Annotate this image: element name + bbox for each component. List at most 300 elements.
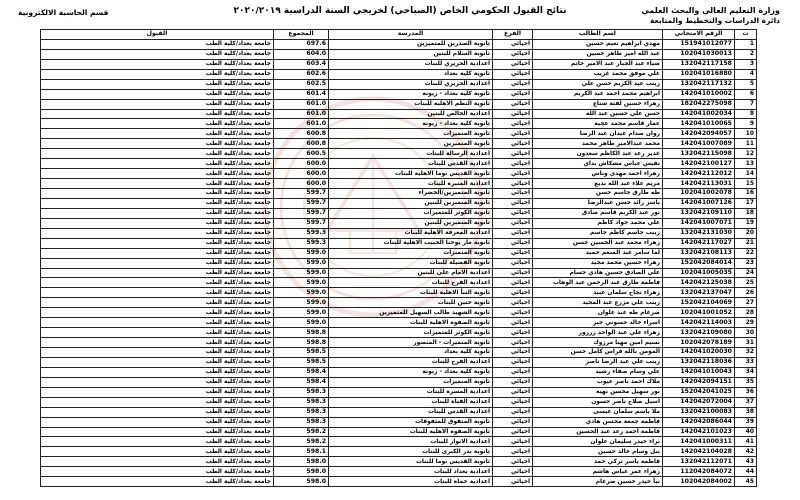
total-score-cell: 599.7	[274, 218, 329, 228]
admission-cell: جامعة بغداد/كلية الطب	[41, 39, 274, 49]
school-cell: اعدادية الرسالة للبنات	[329, 149, 493, 159]
student-name-cell: علي وسام صفاء رشيد	[533, 367, 663, 377]
total-score-cell: 600.8	[274, 139, 329, 149]
student-name-cell: علي محمد جواد كاظم	[533, 218, 663, 228]
school-cell: اعدادية المنيرة للبنات	[329, 179, 493, 189]
exam-number-cell: 142042101023	[663, 427, 735, 437]
branch-cell: احيائي	[493, 407, 533, 417]
exam-number-cell: 132042115098	[663, 149, 735, 159]
total-score-cell: 599.0	[274, 298, 329, 308]
admission-cell: جامعة بغداد/كلية الطب	[41, 79, 274, 89]
admission-cell: جامعة بغداد/كلية الطب	[41, 377, 274, 387]
school-cell: ثانوية كلية بغداد - زيونة	[329, 367, 493, 377]
seq-cell: 45	[735, 477, 757, 487]
exam-number-cell: 132042137047	[663, 288, 735, 298]
seq-cell: 25	[735, 278, 757, 288]
admission-cell: جامعة بغداد/كلية الطب	[41, 298, 274, 308]
admission-cell: جامعة بغداد/كلية الطب	[41, 397, 274, 407]
student-name-cell: لما سامر عبد المنعم حميد	[533, 248, 663, 258]
total-score-cell: 598.4	[274, 377, 329, 387]
student-name-cell: ابراهيم محمد احمد عبد الكريم	[533, 89, 663, 99]
student-name-cell: زهراء نجاح سلمان عبيد	[533, 288, 663, 298]
branch-cell: احيائي	[493, 89, 533, 99]
table-row	[41, 169, 757, 179]
table-row	[41, 397, 757, 407]
admission-cell: جامعة بغداد/كلية الطب	[41, 268, 274, 278]
seq-cell: 6	[735, 89, 757, 99]
school-cell: اعدادية الفرح للبنات	[329, 357, 493, 367]
branch-cell: احيائي	[493, 427, 533, 437]
admission-cell: جامعة بغداد/كلية الطب	[41, 348, 274, 358]
admission-cell: جامعة بغداد/كلية الطب	[41, 288, 274, 298]
total-score-cell: 599.3	[274, 228, 329, 238]
total-score-cell: 602.6	[274, 69, 329, 79]
school-cell: اعدادية القدس للبنات	[329, 159, 493, 169]
exam-number-cell: 142042094057	[663, 129, 735, 139]
school-cell: ثانوية بدر الكبرى للبنات	[329, 447, 493, 457]
student-name-cell: اسراء خالد حسوني جبر	[533, 318, 663, 328]
school-cell: اعدادية الخالص للبنين	[329, 109, 493, 119]
table-row	[41, 208, 757, 218]
table-row	[41, 427, 757, 437]
branch-cell: احيائي	[493, 119, 533, 129]
school-cell: ثانوية المتميزات	[329, 377, 493, 387]
table-header-row	[41, 30, 757, 40]
total-score-cell: 598.3	[274, 417, 329, 427]
branch-cell: احيائي	[493, 348, 533, 358]
seq-cell: 22	[735, 248, 757, 258]
total-score-cell: 599.0	[274, 258, 329, 268]
student-name-cell: زهراء حسين محمد مجيد	[533, 258, 663, 268]
seq-cell: 37	[735, 397, 757, 407]
table-row	[41, 338, 757, 348]
branch-cell: احيائي	[493, 149, 533, 159]
exam-number-cell: 102042084002	[663, 477, 735, 487]
student-name-cell: زينب علي مزرع عبد المجيد	[533, 298, 663, 308]
table-body	[41, 39, 757, 486]
seq-cell: 9	[735, 119, 757, 129]
seq-cell: 29	[735, 318, 757, 328]
admission-cell: جامعة بغداد/كلية الطب	[41, 387, 274, 397]
school-cell: ثانوية المتفوق للمتفوقات	[329, 417, 493, 427]
table-row	[41, 189, 757, 199]
total-score-cell: 599.7	[274, 189, 329, 199]
branch-cell: احيائي	[493, 228, 533, 238]
seq-cell: 44	[735, 467, 757, 477]
seq-cell: 7	[735, 99, 757, 109]
table-row	[41, 39, 757, 49]
seq-cell: 38	[735, 407, 757, 417]
seq-cell: 1	[735, 39, 757, 49]
branch-cell: احيائي	[493, 99, 533, 109]
table-row	[41, 89, 757, 99]
exam-number-cell: 142042086044	[663, 417, 735, 427]
student-name-cell: المؤمن بالله فراس كامل حسن	[533, 348, 663, 358]
student-name-cell: زهراء احمد مهدي وناس	[533, 169, 663, 179]
student-name-cell: نسيم امين مهنا مرزوك	[533, 338, 663, 348]
exam-number-cell: 142042104028	[663, 447, 735, 457]
branch-cell: احيائي	[493, 437, 533, 447]
exam-number-cell: 102041030013	[663, 49, 735, 59]
total-score-cell: 598.4	[274, 367, 329, 377]
school-cell: اعدادية الامام علي للبنين	[329, 268, 493, 278]
table-row	[41, 387, 757, 397]
admission-cell: جامعة بغداد/كلية الطب	[41, 189, 274, 199]
table-row	[41, 288, 757, 298]
table-row	[41, 447, 757, 457]
branch-cell: احيائي	[493, 318, 533, 328]
admission-cell: جامعة بغداد/كلية الطب	[41, 258, 274, 268]
exam-number-cell: 132042117132	[663, 79, 735, 89]
exam-number-cell: 132042117158	[663, 59, 735, 69]
table-row	[41, 119, 757, 129]
table-row	[41, 407, 757, 417]
seq-cell: 30	[735, 328, 757, 338]
student-name-cell: مريم علاء عبد الله بديع	[533, 179, 663, 189]
directorate-name: دائرة الدراسات والتخطيط والمتابعة	[650, 16, 780, 25]
branch-cell: احيائي	[493, 129, 533, 139]
admission-cell: جامعة بغداد/كلية الطب	[41, 109, 274, 119]
admission-cell: جامعة بغداد/كلية الطب	[41, 308, 274, 318]
seq-cell: 27	[735, 298, 757, 308]
seq-cell: 28	[735, 308, 757, 318]
total-score-cell: 598.8	[274, 338, 329, 348]
exam-number-cell: 142041020030	[663, 348, 735, 358]
table-row	[41, 367, 757, 377]
results-table	[40, 29, 757, 487]
school-cell: ثانوية الكوثر للمتميزات	[329, 208, 493, 218]
total-score-cell: 598.0	[274, 457, 329, 467]
seq-cell: 18	[735, 208, 757, 218]
branch-cell: احيائي	[493, 39, 533, 49]
total-score-cell: 599.0	[274, 288, 329, 298]
seq-cell: 4	[735, 69, 757, 79]
seq-cell: 35	[735, 377, 757, 387]
table-row	[41, 218, 757, 228]
student-name-cell: زهراء عمر عباس هاشم	[533, 467, 663, 477]
branch-cell: احيائي	[493, 198, 533, 208]
table-row	[41, 357, 757, 367]
school-cell: اعدادية الانوار للبنات	[329, 437, 493, 447]
exam-number-cell: 102041005035	[663, 268, 735, 278]
student-name-cell: زينب علي عبد الرضا ناصر	[533, 357, 663, 367]
branch-cell: احيائي	[493, 387, 533, 397]
branch-cell: احيائي	[493, 69, 533, 79]
branch-cell: احيائي	[493, 278, 533, 288]
school-cell: ثانوية السلام للبنين	[329, 49, 493, 59]
student-name-cell: ضرغام طه عبد علوان	[533, 308, 663, 318]
total-score-cell: 600.0	[274, 159, 329, 169]
school-cell: ثانوية الشهيد طالب السهيل للمتميزين	[329, 308, 493, 318]
total-score-cell: 599.0	[274, 278, 329, 288]
table-row	[41, 198, 757, 208]
document-title: نتائج القبول الحكومي الخاص (الصباحي) لخريجي السنة الدراسية ٢٠٢٠/٢٠١٩	[233, 6, 567, 16]
admission-cell: جامعة بغداد/كلية الطب	[41, 248, 274, 258]
table-row	[41, 308, 757, 318]
admission-cell: جامعة بغداد/كلية الطب	[41, 218, 274, 228]
branch-cell: احيائي	[493, 288, 533, 298]
branch-cell: احيائي	[493, 208, 533, 218]
total-score-cell: 598.2	[274, 427, 329, 437]
table-row	[41, 417, 757, 427]
table-row	[41, 437, 757, 447]
branch-cell: احيائي	[493, 189, 533, 199]
exam-number-cell: 142041010043	[663, 367, 735, 377]
total-score-cell: 601.0	[274, 119, 329, 129]
student-name-cell: ياسر رائد حسن عبدالرضا	[533, 198, 663, 208]
school-cell: اعدادية المسرة للبنات	[329, 387, 493, 397]
student-name-cell: زينب جاسم كاظم جاسم	[533, 228, 663, 238]
student-name-cell: طه طارق جاسم حسن	[533, 189, 663, 199]
branch-cell: احيائي	[493, 467, 533, 477]
branch-cell: احيائي	[493, 258, 533, 268]
table-row	[41, 79, 757, 89]
total-score-cell: 604.0	[274, 49, 329, 59]
seq-cell: 33	[735, 357, 757, 367]
seq-cell: 34	[735, 367, 757, 377]
admission-cell: جامعة بغداد/كلية الطب	[41, 417, 274, 427]
exam-number-cell: 142041007071	[663, 218, 735, 228]
exam-number-cell: 142041007089	[663, 139, 735, 149]
exam-number-cell: 142042072004	[663, 397, 735, 407]
exam-number-cell: 132042108113	[663, 248, 735, 258]
student-name-cell: علي موفق محمد غريب	[533, 69, 663, 79]
branch-cell: احيائي	[493, 109, 533, 119]
table-row	[41, 278, 757, 288]
exam-number-cell: 142041000311	[663, 437, 735, 447]
student-name-cell: نبل وسام خالد حسين	[533, 447, 663, 457]
branch-cell: احيائي	[493, 248, 533, 258]
seq-cell: 19	[735, 218, 757, 228]
total-score-cell: 598.0	[274, 477, 329, 487]
exam-number-cell: 142041002034	[663, 109, 735, 119]
table-row	[41, 467, 757, 477]
column-header-total: المجموع	[274, 30, 329, 40]
exam-number-cell: 132042109080	[663, 328, 735, 338]
exam-number-cell: 102042078189	[663, 338, 735, 348]
student-name-cell: فاطمة جمعة محسن هادي	[533, 417, 663, 427]
school-cell: اعدادية القدس للبنات	[329, 407, 493, 417]
student-name-cell: غدير رعد عبد الكاظم سعدون	[533, 149, 663, 159]
branch-cell: احيائي	[493, 328, 533, 338]
total-score-cell: 598.2	[274, 437, 329, 447]
school-cell: اعدادية المعرفة الاهلية للبنات	[329, 228, 493, 238]
total-score-cell: 598.0	[274, 467, 329, 477]
exam-number-cell: 142042100127	[663, 159, 735, 169]
branch-cell: احيائي	[493, 59, 533, 69]
branch-cell: احيائي	[493, 308, 533, 318]
branch-cell: احيائي	[493, 447, 533, 457]
student-name-cell: ملاك احمد ناصر عيوب	[533, 377, 663, 387]
exam-number-cell: 142042112012	[663, 169, 735, 179]
admission-cell: جامعة بغداد/كلية الطب	[41, 228, 274, 238]
branch-cell: احيائي	[493, 179, 533, 189]
exam-number-cell: 132042100083	[663, 407, 735, 417]
seq-cell: 43	[735, 457, 757, 467]
school-cell: اعدادية بغداد للبنات	[329, 467, 493, 477]
exam-number-cell: 152042041025	[663, 387, 735, 397]
student-name-cell: ضياء عبد الجبار عبد الامير حاتم	[533, 59, 663, 69]
admission-cell: جامعة بغداد/كلية الطب	[41, 367, 274, 377]
total-score-cell: 599.7	[274, 208, 329, 218]
admission-cell: جامعة بغداد/كلية الطب	[41, 198, 274, 208]
branch-cell: احيائي	[493, 169, 533, 179]
seq-cell: 10	[735, 129, 757, 139]
ministry-name: وزارة التعليم العالي والبحث العلمي	[641, 6, 780, 15]
admission-cell: جامعة بغداد/كلية الطب	[41, 99, 274, 109]
table-row	[41, 457, 757, 467]
table-row	[41, 59, 757, 69]
exam-number-cell: 132042131030	[663, 228, 735, 238]
student-name-cell: فاطمة طارق عبد الرحمن عبد الوهاب	[533, 278, 663, 288]
table-row	[41, 328, 757, 338]
seq-cell: 36	[735, 387, 757, 397]
table-row	[41, 377, 757, 387]
total-score-cell: 598.3	[274, 397, 329, 407]
exam-number-cell: 142042113031	[663, 179, 735, 189]
exam-number-cell: 102041001052	[663, 308, 735, 318]
student-name-cell: براء حيدر سليمان علوان	[533, 437, 663, 447]
admission-cell: جامعة بغداد/كلية الطب	[41, 119, 274, 129]
table-row	[41, 159, 757, 169]
total-score-cell: 598.1	[274, 447, 329, 457]
seq-cell: 17	[735, 198, 757, 208]
school-cell: ثانوية القديس توما الاهلية للبنات	[329, 169, 493, 179]
seq-cell: 32	[735, 348, 757, 358]
school-cell: اعدادية حماة للبنات	[329, 477, 493, 487]
student-name-cell: روان صدام عبدان عبد الرضا	[533, 129, 663, 139]
total-score-cell: 598.8	[274, 328, 329, 338]
school-cell: ثانوية النظم الاهلية للبنات	[329, 99, 493, 109]
student-name-cell: محمد عبدالامير طاهر محمد	[533, 139, 663, 149]
school-cell: ثانوية الفضيلة للبنات	[329, 258, 493, 268]
total-score-cell: 599.0	[274, 318, 329, 328]
total-score-cell: 602.5	[274, 79, 329, 89]
exam-number-cell: 142041010002	[663, 89, 735, 99]
total-score-cell: 598.5	[274, 357, 329, 367]
school-cell: ثانوية كلية بغداد - زيونة	[329, 119, 493, 129]
admission-cell: جامعة بغداد/كلية الطب	[41, 357, 274, 367]
branch-cell: احيائي	[493, 238, 533, 248]
total-score-cell: 600.0	[274, 179, 329, 189]
school-cell: ثانوية مار يوحنا الحبيب الاهلية للبنات	[329, 238, 493, 248]
seq-cell: 31	[735, 338, 757, 348]
school-cell: ثانوية المتميزات	[329, 248, 493, 258]
branch-cell: احيائي	[493, 397, 533, 407]
school-cell: ثانوية المتميزين	[329, 139, 493, 149]
admission-cell: جامعة بغداد/كلية الطب	[41, 149, 274, 159]
table-row	[41, 69, 757, 79]
exam-number-cell: 142042094151	[663, 377, 735, 387]
seq-cell: 41	[735, 437, 757, 447]
seq-cell: 42	[735, 447, 757, 457]
table-row	[41, 139, 757, 149]
exam-number-cell: 142042117027	[663, 238, 735, 248]
school-cell: اعدادية الفرح للبنات	[329, 278, 493, 288]
student-name-cell: عمار قاسم محمد عجيه	[533, 119, 663, 129]
branch-cell: احيائي	[493, 367, 533, 377]
branch-cell: احيائي	[493, 159, 533, 169]
admission-cell: جامعة بغداد/كلية الطب	[41, 447, 274, 457]
exam-number-cell: 142041010065	[663, 119, 735, 129]
exam-number-cell: 142042114003	[663, 318, 735, 328]
student-name-cell: علي الصادق حسين هادي جسام	[533, 268, 663, 278]
total-score-cell: 599.0	[274, 268, 329, 278]
exam-number-cell: 182042275098	[663, 99, 735, 109]
admission-cell: جامعة بغداد/كلية الطب	[41, 129, 274, 139]
student-name-cell: نبأ حيدر حسين ضرغام	[533, 477, 663, 487]
seq-cell: 11	[735, 139, 757, 149]
total-score-cell: 601.0	[274, 109, 329, 119]
table-row	[41, 348, 757, 358]
seq-cell: 12	[735, 149, 757, 159]
branch-cell: احيائي	[493, 218, 533, 228]
admission-cell: جامعة بغداد/كلية الطب	[41, 318, 274, 328]
admission-cell: جامعة بغداد/كلية الطب	[41, 467, 274, 477]
exam-number-cell: 142041007126	[663, 198, 735, 208]
exam-number-cell: 132042118036	[663, 357, 735, 367]
exam-number-cell: 151941012077	[663, 39, 735, 49]
table-row	[41, 238, 757, 248]
total-score-cell: 600.8	[274, 129, 329, 139]
branch-cell: احيائي	[493, 49, 533, 59]
student-name-cell: اسيل صلاح ناصر حسون	[533, 397, 663, 407]
total-score-cell: 697.6	[274, 39, 329, 49]
admission-cell: جامعة بغداد/كلية الطب	[41, 338, 274, 348]
student-name-cell: مهدي ابراهيم نعيم حسين	[533, 39, 663, 49]
admission-cell: جامعة بغداد/كلية الطب	[41, 49, 274, 59]
admission-cell: جامعة بغداد/كلية الطب	[41, 179, 274, 189]
seq-cell: 20	[735, 228, 757, 238]
admission-cell: جامعة بغداد/كلية الطب	[41, 169, 274, 179]
column-header-name: اسم الطالب	[533, 30, 663, 40]
school-cell: ثانوية الصفوة الاهلية للبنات	[329, 318, 493, 328]
student-name-cell: فاطمة احمد رعد عبد الحسين	[533, 427, 663, 437]
school-cell: اعدادية الحريري للبنات	[329, 59, 493, 69]
admission-cell: جامعة بغداد/كلية الطب	[41, 89, 274, 99]
total-score-cell: 600.5	[274, 149, 329, 159]
school-cell: ثانوية حنين للبنات	[329, 298, 493, 308]
total-score-cell: 601.0	[274, 99, 329, 109]
branch-cell: احيائي	[493, 477, 533, 487]
total-score-cell: 599.7	[274, 198, 329, 208]
student-name-cell: فاطمة ياسر تركي حمد	[533, 457, 663, 467]
exam-number-cell: 152042084014	[663, 258, 735, 268]
total-score-cell: 600.0	[274, 169, 329, 179]
table-row	[41, 109, 757, 119]
exam-number-cell: 112042084072	[663, 467, 735, 477]
column-header-seq: ت	[735, 30, 757, 40]
branch-cell: احيائي	[493, 139, 533, 149]
school-cell: ثانوية الصفوة الاهلية للبنات	[329, 427, 493, 437]
student-name-cell: ملا باسم سلمان عيسى	[533, 407, 663, 417]
admission-cell: جامعة بغداد/كلية الطب	[41, 208, 274, 218]
column-header-exam-no: الرقم الامتحاني	[663, 30, 735, 40]
exam-number-cell: 102041016880	[663, 69, 735, 79]
total-score-cell: 598.3	[274, 407, 329, 417]
branch-cell: احيائي	[493, 417, 533, 427]
table-row	[41, 129, 757, 139]
admission-cell: جامعة بغداد/كلية الطب	[41, 437, 274, 447]
school-cell: ثانوية الكوثر للمتميزات	[329, 328, 493, 338]
admission-cell: جامعة بغداد/كلية الطب	[41, 407, 274, 417]
student-name-cell: حسن علي حسين عبد الله	[533, 109, 663, 119]
branch-cell: احيائي	[493, 79, 533, 89]
school-cell: ثانوية المتميزين للبنين	[329, 218, 493, 228]
exam-number-cell: 142042125038	[663, 278, 735, 288]
school-cell: ثانوية المتميزين/الخضراء	[329, 189, 493, 199]
total-score-cell: 598.5	[274, 348, 329, 358]
